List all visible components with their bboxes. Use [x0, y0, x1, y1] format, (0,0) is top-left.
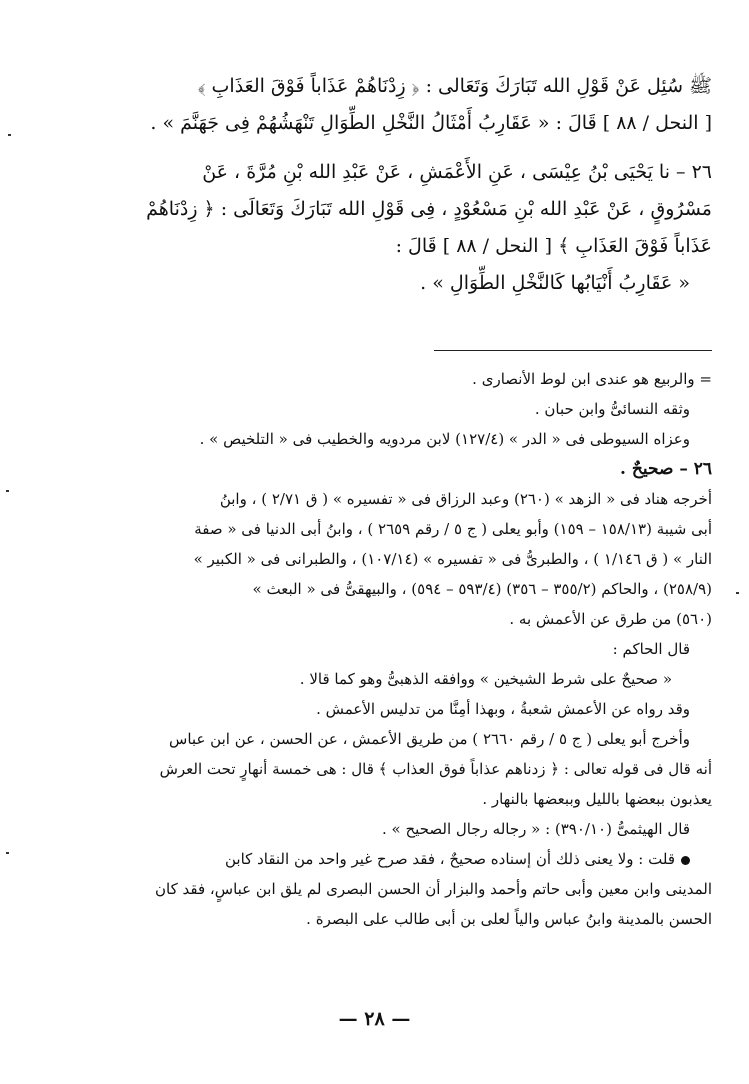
scan-mark — [6, 852, 9, 854]
scan-mark — [736, 592, 739, 594]
page-number: — ٢٨ — — [338, 1008, 411, 1030]
hadith-line: مَسْرُوقٍ ، عَنْ عَبْدِ الله بْنِ مَسْعُوْدٍ ، فِى قَوْلِ الله تَبَارَكَ وَتَعَالَى : ﴿ زِدْنَاهُمْ — [146, 198, 712, 220]
note-line: أخرجه هناد فى « الزهد » (٢٦٠) وعبد الرزاق فى « تفسيره » ( ق ٢/٧١ ) ، وابنُ — [219, 490, 712, 508]
hadith-line: [ النحل / ٨٨ ] قَالَ : « عَقَارِبُ أَمْثَالُ النَّخْلِ الطِّوَالِ تَنْهَشُهُمْ فِى جَهَنَّمَ » . — [150, 112, 712, 134]
section-heading: ٢٦ – صحيحٌ . — [620, 459, 712, 479]
scan-mark — [6, 490, 9, 492]
note-line: « صحيحٌ على شرط الشيخين » ووافقه الذهبىُّ وهو كما قالا . — [299, 670, 672, 688]
note-line: = والربيع هو عندى ابن لوط الأنصارى . — [472, 370, 712, 388]
footnotes-block — [60, 364, 712, 934]
note-line: وعزاه السيوطى فى « الدر » (١٢٧/٤) لابن مردويه والخطيب فى « التلخيص » . — [199, 430, 690, 448]
note-line: أبى شيبة (١٥٨/١٣ – ١٥٩) وأبو يعلى ( ج ٥ / رقم ٢٦٥٩ ) ، وابنُ أبى الدنيا فى « صفة — [194, 520, 712, 538]
hadith-block — [60, 68, 712, 302]
note-line: قال الهيثمىُّ (٣٩٠/١٠) : « رجاله رجال الصحيح » . — [382, 820, 690, 838]
note-line: الحسن بالمدينة وابنُ عباس والياً لعلى بن أبى طالب على البصرة . — [306, 910, 712, 928]
note-line: (٥٦٠) من طرق عن الأعمش به . — [509, 610, 712, 628]
hadith-line: « عَقَارِبُ أَنْيَابُها كَالنَّخْلِ الطِّوَالِ » . — [420, 272, 690, 294]
note-line: وأخرج أبو يعلى ( ج ٥ / رقم ٢٦٦٠ ) من طريق الأعمش ، عن الحسن ، عن ابن عباس — [169, 730, 690, 748]
hadith-line: ﷺ سُئِل عَنْ قَوْلِ الله تَبَارَكَ وَتَعَالى : ﴿ زِدْنَاهُمْ عَذَاباً فَوْقَ العَذَابِ ﴾ — [197, 75, 712, 97]
note-line: (٢٥٨/٩) ، والحاكم (٣٥٥/٢ – ٣٥٦) (٥٩٣/٤ – ٥٩٤) ، والبيهقىُّ فى « البعث » — [252, 580, 712, 598]
note-line: أنه قال فى قوله تعالى : ﴿ زدناهم عذاباً فوق العذاب ﴾ قال : هى خمسة أنهارٍ تحت العرش — [159, 760, 712, 778]
note-line: وثقه النسائىُّ وابن حبان . — [534, 400, 690, 418]
note-line: قلت : ولا يعنى ذلك أن إسناده صحيحٌ ، فقد صرح غير واحد من النقاد كابن — [60, 844, 712, 874]
hadith-line: عَذَاباً فَوْقَ العَذَابِ ﴾ [ النحل / ٨٨ ] قَالَ : — [395, 235, 712, 257]
note-line: قال الحاكم : — [612, 640, 690, 658]
bullet-icon — [681, 856, 690, 865]
note-line: يعذبون ببعضها بالليل وببعضها بالنهار . — [482, 790, 712, 808]
footnote-divider — [434, 350, 712, 351]
note-line: النار » ( ق ١/١٤٦ ) ، والطبرىُّ فى « تفسيره » (١٠٧/١٤) ، والطبرانى فى « الكبير » — [193, 550, 712, 568]
scan-mark — [8, 134, 11, 136]
note-line: وقد رواه عن الأعمش شعبةُ ، وبهذا أمِنَّا من تدليس الأعمش . — [316, 700, 690, 718]
note-line: المدينى وابن معين وأبى حاتم وأحمد والبزار أن الحسن البصرى لم يلق ابن عباسٍ، فقد كان — [155, 880, 712, 898]
hadith-line: ٢٦ – نا يَحْيَى بْنُ عِيْسَى ، عَنِ الأَعْمَشِ ، عَنْ عَبْدِ الله بْنِ مُرَّةَ ، عَنْ — [202, 161, 712, 183]
